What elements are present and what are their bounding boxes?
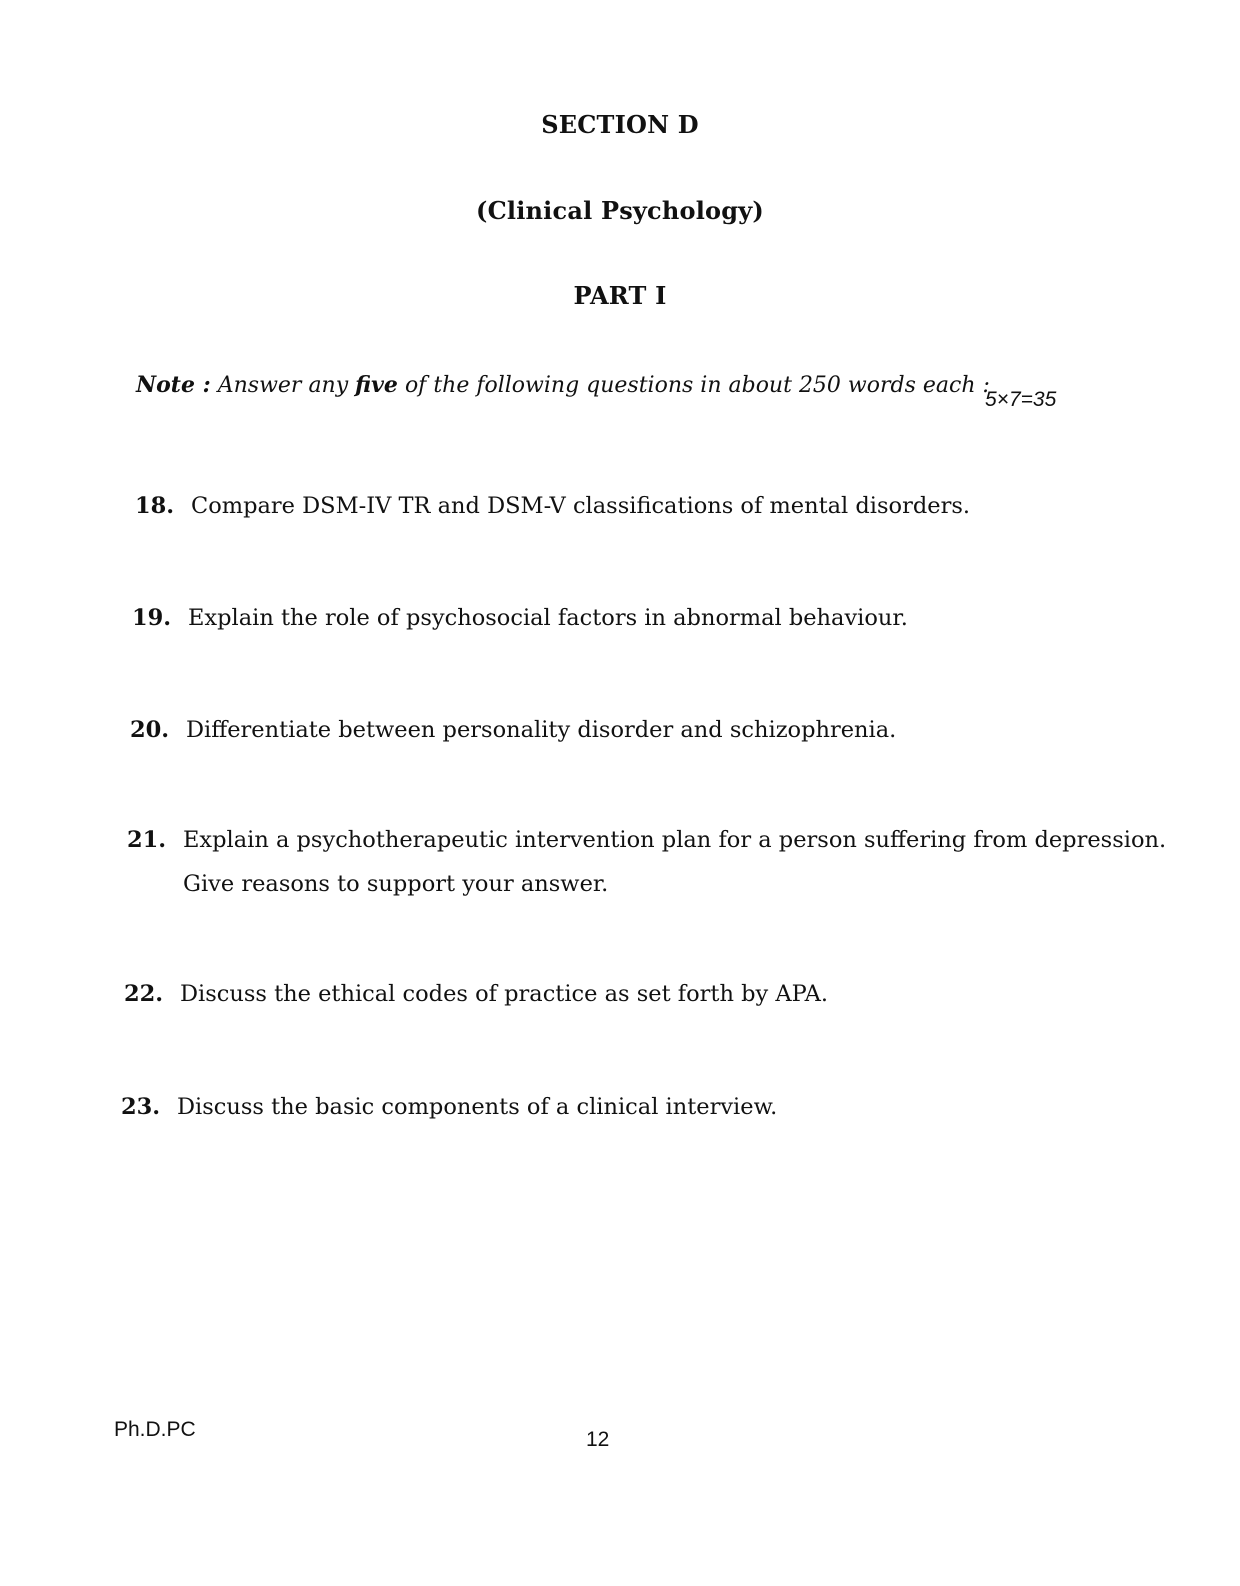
- question-text: Explain the role of psychosocial factors in abnormal behaviour.: [188, 605, 908, 631]
- page-number: 12: [586, 1428, 610, 1451]
- question-text: Discuss the ethical codes of practice as set forth by APA.: [180, 981, 829, 1007]
- question-number: 21.: [127, 827, 167, 853]
- part-heading: PART I: [573, 281, 667, 310]
- question-number: 19.: [132, 605, 172, 631]
- question-number: 18.: [135, 493, 175, 519]
- note-text-before: Answer any: [217, 373, 349, 398]
- note-label: Note :: [136, 372, 211, 398]
- question-text: Explain a psychotherapeutic intervention plan for a person suffering from depression.: [183, 827, 1167, 853]
- question-text: Compare DSM-IV TR and DSM-V classifications of mental disorders.: [191, 493, 971, 519]
- section-heading: SECTION D: [541, 110, 699, 139]
- marks-allocation: 5×7=35: [985, 388, 1057, 411]
- question-number: 23.: [121, 1094, 161, 1120]
- question-number: 20.: [130, 717, 170, 743]
- instruction-note: [136, 372, 990, 398]
- paper-code: Ph.D.PC: [114, 1418, 196, 1441]
- question-text-continued: Give reasons to support your answer.: [183, 871, 609, 897]
- subject-heading: (Clinical Psychology): [476, 196, 764, 225]
- question-text: Differentiate between personality disorder and schizophrenia.: [186, 717, 897, 743]
- question-number: 22.: [124, 981, 164, 1007]
- note-text-after: of the following questions in about 250 words each :: [404, 373, 990, 398]
- note-emphasis: five: [355, 372, 398, 398]
- question-text: Discuss the basic components of a clinical interview.: [177, 1094, 778, 1120]
